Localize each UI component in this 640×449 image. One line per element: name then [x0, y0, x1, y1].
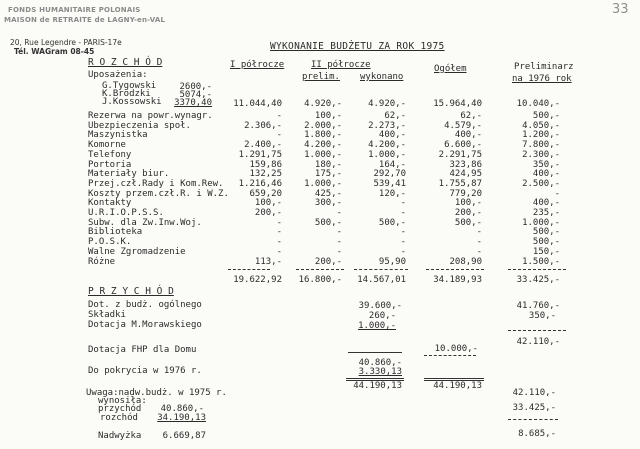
note-przychod-label: przychód [98, 404, 142, 414]
note-line-1: Uwaga:nadw.budż. w 1975 r. [86, 388, 227, 398]
expense-cell: 1.000,- [522, 218, 560, 228]
upos-total-wyk: 4.920,- [368, 99, 406, 109]
uposazenia-label: Uposażenia: [88, 70, 148, 80]
income-label: Dotacja FHP dla Domu [88, 345, 197, 355]
expense-cell: 100,- [254, 198, 282, 208]
expense-cell: 659,20 [249, 189, 282, 199]
expense-cell: 159,86 [249, 160, 282, 170]
expense-cell: 100,- [314, 111, 342, 121]
expense-cell: 62,- [460, 111, 482, 121]
expense-label: Maszynistka [88, 130, 148, 140]
col-header-na-1976: na 1976 rok [512, 74, 572, 84]
underline [424, 355, 476, 356]
section-rozchod-header: R O Z C H Ó D [88, 57, 163, 68]
expense-cell: 400,- [532, 169, 560, 179]
employee-name: J.Kossowski [102, 97, 162, 107]
col-header-ogolem: Ogółem [434, 64, 467, 74]
employee-name: G.Tygowski [102, 81, 157, 91]
col-header-preliminarz: Preliminarz [514, 62, 574, 72]
expense-cell: - [336, 208, 342, 218]
expense-cell: 2.273,- [368, 121, 406, 131]
expense-cell: 1.216,46 [238, 179, 282, 189]
employee-amount: 5074,- [179, 90, 212, 100]
expense-label: Subw. dla Zw.Inw.Woj. [88, 218, 202, 228]
expense-cell: - [276, 237, 282, 247]
expense-cell: - [400, 247, 406, 257]
upos-total-prelim: 4.920,- [304, 99, 342, 109]
final-ogolem: 44.190,13 [433, 381, 482, 391]
expense-cell: 200,- [454, 208, 482, 218]
expense-cell: 1.800,- [304, 130, 342, 140]
expense-cell: - [476, 237, 482, 247]
expense-cell: 4.200,- [368, 140, 406, 150]
underline [508, 419, 558, 420]
note-prelim76: 8.685,- [518, 429, 556, 439]
expense-cell: 292,70 [373, 169, 406, 179]
expense-cell: 323,86 [449, 160, 482, 170]
expense-cell: 1.500,- [522, 257, 560, 267]
expense-cell: 300,- [314, 198, 342, 208]
income-wyk: 260,- [368, 311, 396, 321]
underline [354, 269, 408, 270]
expense-cell: 350,- [532, 160, 560, 170]
expense-label: P.O.S.K. [88, 237, 132, 247]
underline [508, 269, 566, 270]
expense-cell: 400,- [454, 130, 482, 140]
expense-cell: - [276, 130, 282, 140]
employee-amount: 3370,40 [174, 98, 212, 108]
expense-cell: 424,95 [449, 169, 482, 179]
address-line-1: 20, Rue Legendre - PARIS-17e [10, 38, 122, 47]
employee-amount: 2600,- [179, 82, 212, 92]
income-label: Składki [88, 310, 126, 320]
expense-cell: - [276, 218, 282, 228]
rozchod-total-i: 19.622,92 [233, 275, 282, 285]
expense-cell: 1.000,- [304, 179, 342, 189]
expense-label: Różne [88, 257, 116, 267]
note-line-2: wynosiła: [98, 396, 147, 406]
income-label: Dotacja M.Morawskiego [88, 320, 202, 330]
income-wyk: 39.600,- [358, 301, 402, 311]
expense-cell: 400,- [378, 130, 406, 140]
expense-cell: 4.050,- [522, 121, 560, 131]
rozchod-total-prelim76: 33.425,- [516, 275, 560, 285]
expense-cell: 7.800,- [522, 140, 560, 150]
expense-cell: 500,- [378, 218, 406, 228]
col-header-prelim: prelim. [302, 72, 340, 82]
address-line-2: Tél. WAGram 08-45 [14, 47, 95, 56]
expense-cell: 500,- [314, 218, 342, 228]
expense-cell: - [400, 227, 406, 237]
expense-cell: - [400, 198, 406, 208]
expense-cell: 500,- [532, 237, 560, 247]
expense-cell: 2.300,- [522, 150, 560, 160]
expense-cell: - [336, 227, 342, 237]
expense-cell: 100,- [454, 198, 482, 208]
final-wyk: 44.190,13 [353, 381, 402, 391]
expense-cell: 62,- [384, 111, 406, 121]
expense-label: Kontakty [88, 198, 132, 208]
income-prelim76: 41.760,- [516, 301, 560, 311]
expense-label: U.R.I.O.P.S.S. [88, 208, 164, 218]
expense-cell: 2.291,75 [438, 150, 482, 160]
expense-cell: - [276, 247, 282, 257]
expense-cell: 4.200,- [304, 140, 342, 150]
income-prelim76: 350,- [528, 311, 556, 321]
expense-cell: 2.400,- [244, 140, 282, 150]
note-rozchod-label: rozchód [100, 413, 138, 423]
expense-cell: 4.579,- [444, 121, 482, 131]
expense-label: Telefony [88, 150, 132, 160]
expense-cell: - [400, 208, 406, 218]
expense-cell: 6.600,- [444, 140, 482, 150]
expense-cell: 1.755,87 [438, 179, 482, 189]
income-label: Do pokrycia w 1976 r. [88, 366, 202, 376]
expense-cell: 235,- [532, 208, 560, 218]
expense-cell: - [554, 189, 560, 199]
note-rozchod-value: 34.190,13 [157, 413, 206, 423]
expense-cell: - [336, 247, 342, 257]
expense-cell: 200,- [254, 208, 282, 218]
expense-cell: - [276, 227, 282, 237]
expense-cell: 1.291,75 [238, 150, 282, 160]
expense-cell: - [476, 247, 482, 257]
expense-cell: 539,41 [373, 179, 406, 189]
nadwyzka-label: Nadwyżka [98, 431, 142, 441]
upos-total-i: 11.044,40 [233, 99, 282, 109]
expense-cell: 400,- [532, 198, 560, 208]
expense-cell: 500,- [532, 227, 560, 237]
expense-label: Biblioteka [88, 227, 143, 237]
expense-cell: 2.306,- [244, 121, 282, 131]
expense-label: Ubezpieczenia społ. [88, 121, 191, 131]
expense-cell: 425,- [314, 189, 342, 199]
underline [296, 269, 344, 270]
expense-cell: 1.000,- [368, 150, 406, 160]
expense-cell: 2.000,- [304, 121, 342, 131]
expense-label: Komorne [88, 140, 126, 150]
income-wyk: 1.000,- [358, 321, 396, 331]
expense-cell: - [476, 227, 482, 237]
expense-cell: 1.000,- [304, 150, 342, 160]
col-header-i-polrocze: I półrocze [230, 60, 285, 70]
col-header-wykonano: wykonano [360, 72, 404, 82]
section-przychod-header: P R Z Y C H Ó D [88, 286, 174, 297]
nadwyzka-value: 6.669,87 [162, 431, 206, 441]
rozchod-total-wyk: 14.567,01 [357, 275, 406, 285]
expense-label: Materiały biur. [88, 169, 170, 179]
expense-cell: 1.200,- [522, 130, 560, 140]
note-prelim76: 33.425,- [512, 403, 556, 413]
expense-cell: 180,- [314, 160, 342, 170]
col-header-ii-polrocze: II półrocze [311, 60, 371, 70]
expense-cell: - [400, 237, 406, 247]
expense-cell: 164,- [378, 160, 406, 170]
expense-label: Walne Zgromadzenie [88, 247, 186, 257]
expense-cell: 208,90 [449, 257, 482, 267]
upos-total-prelim76: 10.040,- [516, 99, 560, 109]
rozchod-total-prelim: 16.800,- [298, 275, 342, 285]
expense-cell: 150,- [532, 247, 560, 257]
expense-cell: 2.500,- [522, 179, 560, 189]
underline [426, 269, 484, 270]
note-przychod-value: 40.860,- [160, 404, 204, 414]
employee-name: K.Brodzki [102, 89, 151, 99]
expense-cell: 132,25 [249, 169, 282, 179]
note-prelim76: 42.110,- [512, 388, 556, 398]
fhp-value: 10.000,- [434, 344, 478, 354]
expense-label: Koszty przem.czł.R. i W.Z. [88, 189, 229, 199]
expense-cell: 113,- [254, 257, 282, 267]
sum-wyk: 40.860,- [358, 358, 402, 368]
expense-cell: 120,- [378, 189, 406, 199]
underline [228, 269, 270, 270]
stamp-line-1: FONDS HUMANITAIRE POLONAIS [8, 6, 141, 14]
underline [348, 352, 402, 353]
stamp-line-2: MAISON de RETRAITE de LAGNY-en-VAL [4, 16, 166, 24]
upos-total-ogolem: 15.964,40 [433, 99, 482, 109]
expense-cell: - [336, 237, 342, 247]
expense-label: Przej.czł.Rady i Kom.Rew. [88, 179, 224, 189]
expense-cell: 500,- [532, 111, 560, 121]
expense-cell: 95,90 [378, 257, 406, 267]
expense-cell: - [276, 111, 282, 121]
income-label: Dot. z budż. ogólnego [88, 300, 202, 310]
expense-label: Portoria [88, 160, 132, 170]
expense-cell: 175,- [314, 169, 342, 179]
document-title: WYKONANIE BUDŻETU ZA ROK 1975 [270, 41, 445, 52]
expense-label: Rezerwa na powr.wynagr. [88, 111, 213, 121]
expense-cell: 500,- [454, 218, 482, 228]
expense-cell: 200,- [314, 257, 342, 267]
underline [508, 330, 566, 331]
income-prelim76-total: 42.110,- [516, 337, 560, 347]
rozchod-total-ogolem: 34.189,93 [433, 275, 482, 285]
expense-cell: 779,20 [449, 189, 482, 199]
page-number: 33 [612, 2, 629, 17]
pokrycie-value: 3.330,13 [358, 367, 402, 377]
